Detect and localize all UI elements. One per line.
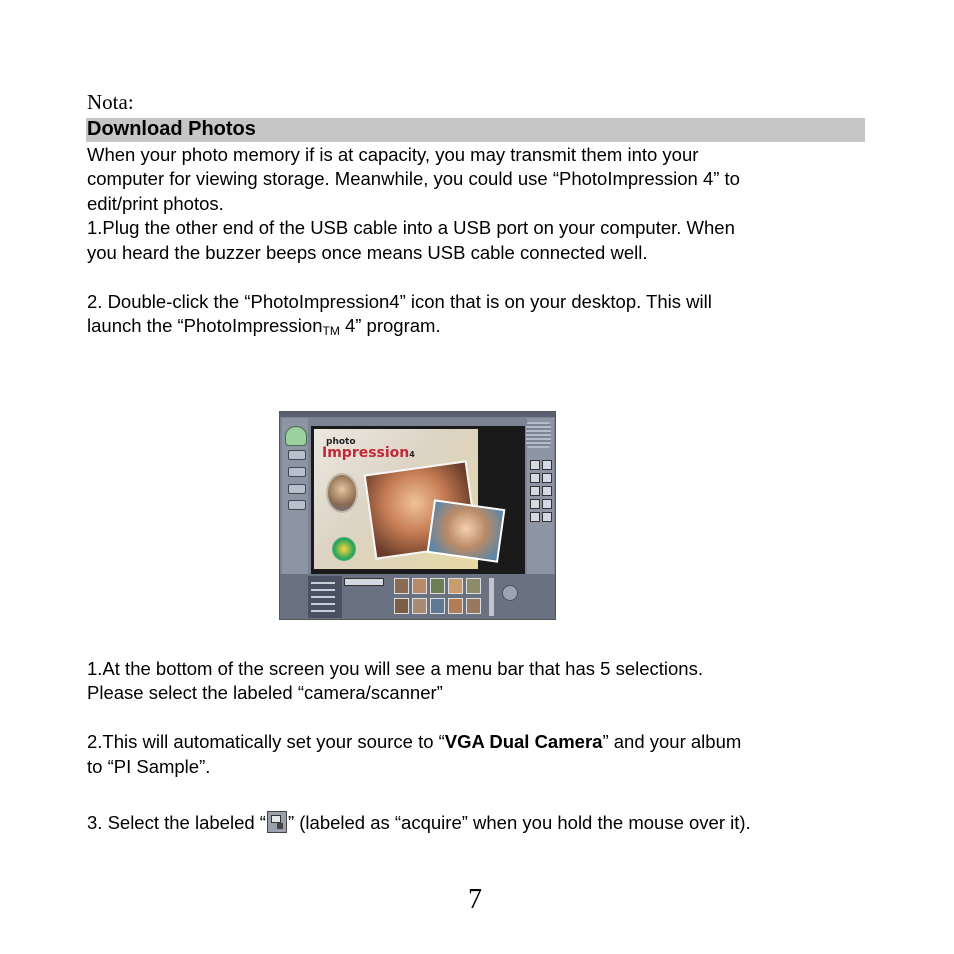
app-menu-item [311,582,335,584]
app-tool-icon [542,473,552,483]
auto-source-line-1 [87,730,741,755]
app-tool-icon [542,460,552,470]
select-post: ” (labeled as “acquire” when you hold the mouse over it). [287,812,751,833]
app-photo-kids [427,499,506,562]
app-thumbnail [394,578,409,594]
app-menu-item [311,603,335,605]
app-decor-sun [332,537,356,561]
app-menu-item [311,596,335,598]
app-side-button [288,467,306,477]
app-thumbnail [394,598,409,614]
app-thumbnail [466,598,481,614]
menu-note-line-1: 1.At the bottom of the screen you will see a menu bar that has 5 selections. [87,658,703,679]
app-thumbnail [448,598,463,614]
intro-line-3: edit/print photos. [87,193,224,214]
step2-line-1: 2. Double-click the “PhotoImpression4” icon that is on your desktop. This will [87,291,712,312]
app-speaker-grille [526,422,551,448]
step2-line-2 [87,314,441,344]
photoimpression-screenshot [279,411,556,620]
app-thumbnail [466,578,481,594]
app-logo-photo-text: photo [326,437,356,447]
app-menu-item [311,589,335,591]
app-album-dropdown [344,578,384,586]
app-logo-impression-text: Impression4 [322,445,415,461]
app-tool-icon [542,486,552,496]
intro-line-1: When your photo memory if is at capacity, you may transmit them into your [87,144,699,165]
app-side-button [288,484,306,494]
page-number: 7 [468,884,482,915]
auto-source-line-2: to “PI Sample”. [87,756,211,777]
app-tool-icon [530,486,540,496]
app-thumbnail [412,578,427,594]
app-tool-icon [530,499,540,509]
step1-line-1: 1.Plug the other end of the USB cable into a USB port on your computer. When [87,217,735,238]
app-thumbnail [430,598,445,614]
app-titlebar [280,412,555,417]
auto-source-post: ” and your album [602,731,742,752]
app-tool-icon [530,512,540,522]
acquire-icon [267,811,287,833]
app-tool-icon [530,473,540,483]
source-name: VGA Dual Camera [444,731,603,752]
step2-line-2-post: 4” program. [339,315,441,336]
select-acquire-line [87,811,751,836]
menu-note-line-2: Please select the labeled “camera/scanner” [87,682,443,703]
intro-line-2: computer for viewing storage. Meanwhile, you could use “PhotoImpression 4” to [87,168,740,189]
app-thumbnail [430,578,445,594]
nota-heading: Nota: [87,90,134,114]
app-side-button [288,450,306,460]
app-thumbnail [412,598,427,614]
app-get-photo-button [285,426,307,446]
app-menu-item [311,610,335,612]
app-thumbnail-scrollbar [489,578,494,616]
app-photo-portrait [326,473,358,513]
step2-line-2-pre: launch the “PhotoImpression [87,315,323,336]
auto-source-pre: 2.This will automatically set your source to “ [87,731,445,752]
app-help-button [502,585,518,601]
app-thumbnail [448,578,463,594]
app-side-button [288,500,306,510]
app-tool-icon [542,499,552,509]
section-title: Download Photos [87,118,256,140]
step1-line-2: you heard the buzzer beeps once means USB cable connected well. [87,242,648,263]
app-tool-icon [542,512,552,522]
app-tool-icon [530,460,540,470]
select-pre: 3. Select the labeled “ [87,812,266,833]
trademark-subscript: TM [322,324,340,338]
